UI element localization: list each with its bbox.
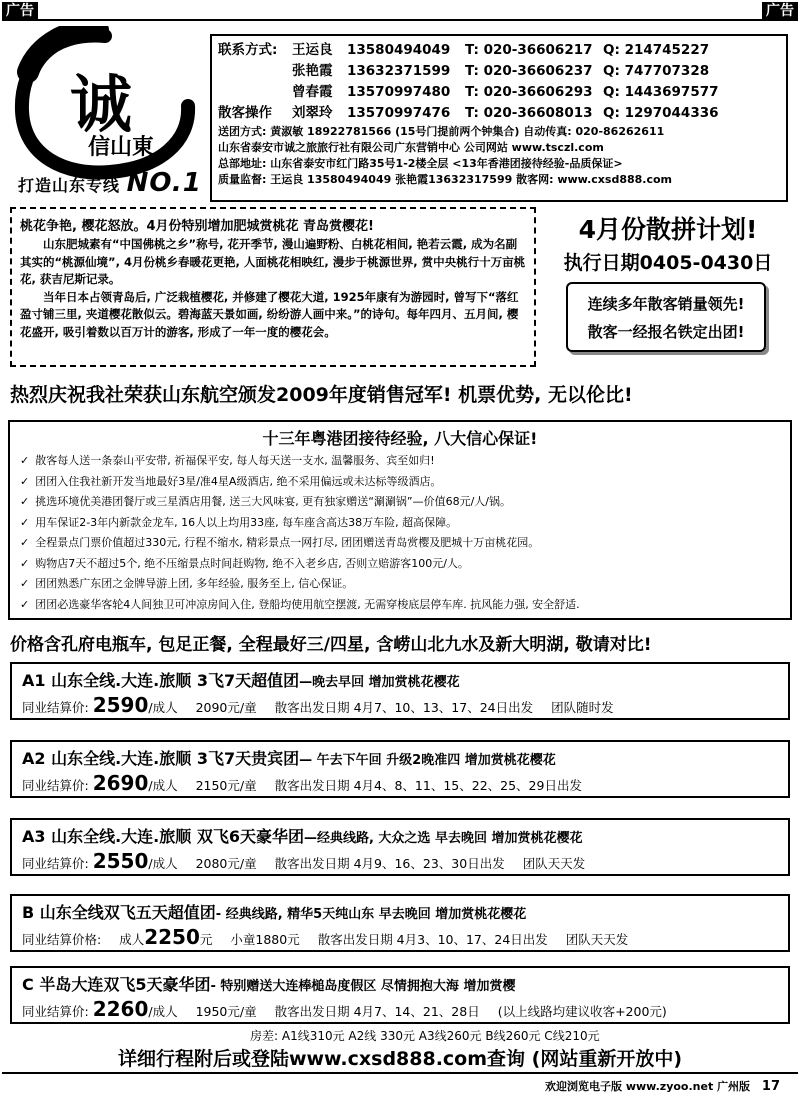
contact-name: 刘翠玲 — [292, 105, 333, 121]
page-number: 17 — [761, 1079, 780, 1094]
contact-name: 曾春霞 — [292, 84, 333, 100]
contact-qq: Q: 747707328 — [603, 63, 710, 79]
departure-dates: 散客出发日期 4月7、10、13、17、24日出发 — [274, 700, 534, 715]
adult-suffix: /成人 — [148, 700, 178, 715]
list-item: ✓ 全程景点门票价值超过330元, 行程不缩水, 精彩景点一网打尽, 团团赠送青岛赏樱及肥城十万亩桃花园。 — [20, 536, 540, 549]
ad-tag-right: 广告 — [762, 2, 798, 20]
promise-box — [8, 420, 792, 620]
tour-subtitle: — 午去下午回 升级2晚准四 增加赏桃花樱花 — [299, 753, 556, 768]
tour-code: A2 — [22, 749, 46, 768]
promo-box — [10, 207, 536, 367]
contact-name: 王运良 — [292, 42, 333, 58]
quality-line: 质量监督: 王运良 13580494049 张艳霞13632317599 散客网: www.cxsd888.com — [218, 173, 673, 186]
contact-tel[interactable]: T: 020-36608013 — [465, 105, 593, 121]
check-icon: ✓ — [20, 454, 30, 467]
adult-prefix: 成人 — [119, 932, 145, 947]
tour-code: B — [22, 903, 35, 922]
page-footer — [545, 1078, 780, 1094]
adult-price: 2550 — [92, 849, 149, 873]
tour-card-c[interactable] — [10, 966, 790, 1024]
delivery-line: 送团方式: 黄淑敏 18922781566 (15号门提前两个钟集合) 自动传真: 020-86262611 — [218, 125, 665, 138]
plan-date: 执行日期0405-0430日 — [563, 252, 773, 274]
contact-mobile[interactable]: 13632371599 — [347, 63, 451, 79]
tour-title: 半岛大连双飞5天豪华团 — [39, 975, 211, 994]
tour-subtitle: - 特别赠送大连棒槌岛度假区 尽情拥抱大海 增加赏樱 — [210, 979, 516, 994]
tour-title: 山东全线.大连.旅顺 3飞7天超值团 — [51, 671, 300, 690]
contact-box — [210, 34, 788, 202]
check-icon: ✓ — [20, 515, 30, 529]
list-item: ✓ 团团入住我社新开发当地最好3星/准4星A级酒店, 绝不采用偏远或未达标等级酒店。 — [20, 474, 442, 488]
child-price: 2080元/童 — [195, 856, 257, 871]
tour-card-b[interactable] — [10, 894, 790, 952]
departure-dates: 散客出发日期 4月7、14、21、28日 — [274, 1004, 480, 1019]
group-note: 团队天天发 — [522, 856, 586, 871]
tour-code: A3 — [22, 827, 46, 846]
adult-price: 2590 — [92, 693, 149, 717]
check-icon: ✓ — [20, 536, 30, 549]
adult-price: 2260 — [92, 997, 149, 1021]
contact-qq: Q: 214745227 — [603, 42, 710, 58]
tour-subtitle: —经典线路, 大众之选 早去晚回 增加赏桃花樱花 — [303, 831, 583, 846]
group-note: 团队随时发 — [551, 700, 614, 715]
price-label: 同业结算价: — [22, 856, 89, 871]
price-note: 价格含孔府电瓶车, 包足正餐, 全程最好三/四星, 含崂山北九水及新大明湖, 敬请对比! — [10, 635, 652, 655]
badge-line: 连续多年散客销量领先! — [587, 295, 745, 313]
price-label: 同业结算价: — [22, 778, 89, 793]
slogan-big: NO.1 — [126, 168, 202, 198]
adult-price: 2250 — [144, 925, 200, 949]
tour-title-row — [22, 668, 778, 694]
tour-subtitle: - 经典线路, 精华5天纯山东 早去晚回 增加赏桃花樱花 — [215, 907, 527, 922]
contact-row — [218, 103, 780, 124]
tour-price-row — [22, 772, 778, 794]
tour-title: 山东全线.大连.旅顺 3飞7天贵宾团 — [51, 749, 300, 768]
contact-label — [218, 61, 292, 82]
tour-price-row — [22, 926, 778, 948]
logo-sub-glyph: 信山東 — [88, 134, 155, 160]
child-price: 2090元/童 — [195, 700, 257, 715]
company-logo — [10, 26, 205, 206]
adult-suffix: /成人 — [148, 778, 178, 793]
list-item: ✓ 购物店7天不超过5个, 绝不压缩景点时间赶购物, 绝不入老乡店, 否则立赔游客100元/人。 — [20, 556, 469, 570]
contact-qq: Q: 1297044336 — [603, 105, 719, 121]
check-icon: ✓ — [20, 495, 30, 508]
tour-title: 山东全线双飞五天超值团 — [39, 903, 216, 922]
promise-title: 十三年粤港团接待经验, 八大信心保证! — [262, 429, 538, 448]
group-note: (以上线路均建议收客+200元) — [497, 1004, 667, 1019]
contact-label: 联系方式: — [218, 42, 278, 58]
tour-card-a1[interactable] — [10, 662, 790, 720]
tour-title: 山东全线.大连.旅顺 双飞6天豪华团 — [51, 827, 304, 846]
tour-title-row — [22, 900, 778, 926]
child-price: 1950元/童 — [195, 1004, 257, 1019]
promo-paragraph: 当年日本占领青岛后, 广泛栽植樱花, 并修建了樱花大道, 1925年康有为游园时, 曾写下“落红盈寸铺三里, 夹道樱花散似云。碧海蓝天景如画, 纷纷游人画中来。”的诗句。每年四月、五月间, 樱花盛开, 吸引着数以百万计的游客, 形成了一年一度的樱花会。 — [20, 289, 519, 339]
contact-tel[interactable]: T: 020-36606237 — [465, 63, 593, 79]
plan-title: 4月份散拼计划! — [578, 215, 758, 244]
contact-mobile[interactable]: 13570997480 — [347, 84, 451, 100]
contact-row — [218, 40, 780, 61]
tour-price-row — [22, 998, 778, 1020]
logo-brush-circle — [10, 26, 205, 186]
departure-dates: 散客出发日期 4月4、8、11、15、22、25、29日出发 — [274, 778, 582, 793]
list-item: ✓ 用车保证2-3年内新款金龙车, 16人以上均用33座, 每车座含高达38万车险, 超高保障。 — [20, 515, 458, 529]
contact-tel[interactable]: T: 020-36606217 — [465, 42, 593, 58]
price-label: 同业结算价: — [22, 700, 89, 715]
price-label: 同业结算价: — [22, 1004, 89, 1019]
footer-text[interactable]: 欢迎浏览电子版 www.zyoo.net — [545, 1080, 714, 1093]
check-icon: ✓ — [20, 556, 30, 570]
ad-tag-left: 广告 — [2, 2, 38, 20]
congrats-banner: 热烈庆祝我社荣获山东航空颁发2009年度销售冠军! 机票优势, 无以伦比! — [10, 384, 633, 406]
website-note[interactable]: 详细行程附后或登陆www.cxsd888.com查询 (网站重新开放中) — [117, 1048, 683, 1070]
departure-dates: 散客出发日期 4月9、16、23、30日出发 — [274, 856, 505, 871]
tour-code: A1 — [22, 671, 46, 690]
guarantee-badge — [566, 282, 766, 352]
contact-mobile[interactable]: 13580494049 — [347, 42, 451, 58]
tour-card-a2[interactable] — [10, 740, 790, 798]
contact-mobile[interactable]: 13570997476 — [347, 105, 451, 121]
badge-line: 散客一经报名铁定出团! — [587, 323, 745, 341]
tour-title-row — [22, 746, 778, 772]
check-icon: ✓ — [20, 474, 30, 488]
list-item: ✓ 团团必选豪华客轮4人间独卫可冲凉房间入住, 登船均使用航空摆渡, 无需穿梭底层停车库. 抗风能力强, 安全舒适. — [20, 597, 580, 611]
room-surcharge: 房差: A1线310元 A2线 330元 A3线260元 B线260元 C线210元 — [250, 1029, 600, 1043]
child-price: 2150元/童 — [195, 778, 257, 793]
adult-suffix: /成人 — [148, 1004, 178, 1019]
check-icon: ✓ — [20, 577, 30, 590]
contact-row — [218, 82, 780, 103]
tour-subtitle: —晚去早回 增加赏桃花樱花 — [299, 675, 460, 690]
tour-price-row — [22, 694, 778, 716]
tour-code: C — [22, 975, 34, 994]
footer-edition: 广州版 — [717, 1080, 751, 1093]
promo-headline: 桃花争艳, 樱花怒放。4月份特别增加肥城赏桃花 青岛赏樱花! — [20, 219, 374, 234]
contact-row — [218, 61, 780, 82]
check-icon: ✓ — [20, 597, 30, 611]
list-item: ✓ 团团熟悉广东团之金牌导游上团, 多年经验, 服务至上, 信心保证。 — [20, 577, 354, 590]
adult-suffix: 元 — [199, 932, 213, 947]
top-rule — [2, 19, 798, 21]
adult-price: 2690 — [92, 771, 149, 795]
bottom-rule — [2, 1072, 798, 1074]
slogan-text: 打造山东专线 — [18, 176, 121, 195]
child-price: 小童1880元 — [230, 932, 300, 947]
logo-main-glyph: 诚 — [70, 68, 133, 141]
contact-label — [218, 82, 292, 103]
departure-dates: 散客出发日期 4月3、10、17、24日出发 — [317, 932, 548, 947]
list-item: ✓ 散客每人送一条泰山平安带, 祈福保平安, 每人每天送一支水, 温馨服务、宾至如归! — [20, 454, 435, 467]
contact-tel[interactable]: T: 020-36606293 — [465, 84, 593, 100]
list-item: ✓ 挑选环境优美港团餐厅或三星酒店用餐, 送三大风味宴, 更有独家赠送“涮涮锅”—价值68元/人/锅。 — [20, 495, 512, 508]
contact-label: 散客操作 — [218, 105, 272, 121]
price-label: 同业结算价格: — [22, 932, 102, 947]
tour-title-row — [22, 972, 778, 998]
adult-suffix: /成人 — [148, 856, 178, 871]
company-line: 山东省泰安市诚之旅旅行社有限公司广东营销中心 公司网站 www.tsczl.com — [218, 141, 604, 154]
contact-qq: Q: 1443697577 — [603, 84, 719, 100]
hq-address-line: 总部地址: 山东省泰安市红门路35号1-2楼全层 <13年香港团接待经验-品质保证> — [218, 157, 623, 170]
group-note: 团队天天发 — [565, 932, 629, 947]
promise-list — [20, 451, 780, 615]
promo-paragraph: 山东肥城素有“中国佛桃之乡”称号, 花开季节, 漫山遍野粉、白桃花相间, 艳若云霞, 成为名副其实的“桃源仙境”, 4月份桃乡春暖花更艳, 人面桃花相映红, 漫步于桃源世界, 赏中央桃行十万亩桃花, 获吉尼斯记录。 — [20, 237, 526, 286]
tour-title-row — [22, 824, 778, 850]
tour-card-a3[interactable] — [10, 818, 790, 876]
tour-price-row — [22, 850, 778, 872]
contact-name: 张艳霞 — [292, 63, 333, 79]
logo-slogan — [18, 168, 202, 198]
